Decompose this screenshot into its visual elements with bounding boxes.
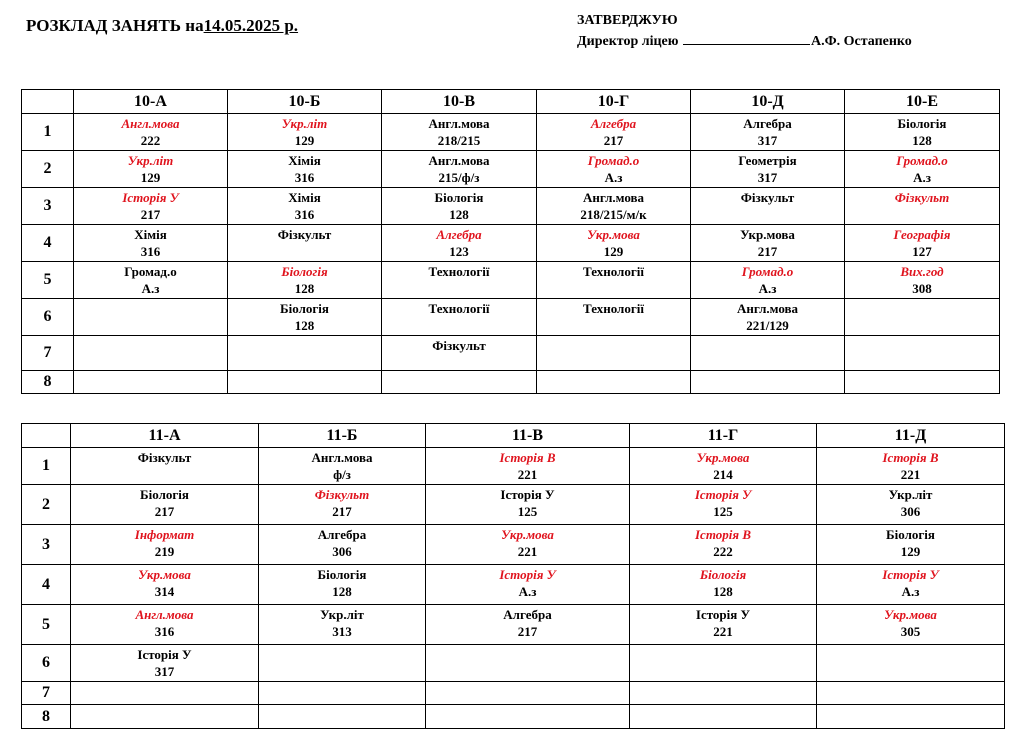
lesson-cell (630, 565, 817, 605)
room-number: 317 (757, 170, 778, 185)
lesson-cell (71, 682, 259, 705)
lesson-cell (630, 485, 817, 525)
class-header: 11-Г (630, 424, 817, 448)
lesson-cell (74, 262, 228, 299)
room-number: 317 (154, 664, 175, 679)
lesson-cell (817, 705, 1005, 729)
subject-name: Фізкульт (277, 227, 332, 242)
lesson-number: 8 (22, 705, 71, 729)
room-number: А.з (913, 170, 931, 185)
page-title (26, 16, 298, 36)
room-number: 316 (294, 207, 315, 222)
table-header-row (22, 90, 1000, 114)
lesson-cell (71, 565, 259, 605)
subject-name: Укр.літ (127, 153, 174, 168)
lesson-cell (630, 525, 817, 565)
lesson-row (22, 188, 1000, 225)
lesson-number: 6 (22, 645, 71, 682)
room-number: 218/215/м/к (580, 207, 647, 222)
room-number: 128 (294, 318, 315, 333)
subject-name: Громад.о (587, 153, 640, 168)
lesson-cell (259, 565, 426, 605)
room-number: 217 (603, 133, 624, 148)
class-header: 10-Б (228, 90, 382, 114)
lesson-cell (382, 262, 537, 299)
lesson-number: 3 (22, 188, 74, 225)
subject-name: Англ.мова (135, 607, 194, 622)
lesson-row (22, 151, 1000, 188)
lesson-cell (817, 448, 1005, 485)
room-number: 128 (713, 584, 733, 599)
lesson-cell (691, 262, 845, 299)
lesson-cell (537, 371, 691, 394)
lesson-cell (259, 682, 426, 705)
lesson-cell (817, 525, 1005, 565)
lesson-cell (537, 225, 691, 262)
subject-name: Фізкульт (432, 338, 486, 353)
subject-name: Громад.о (124, 264, 177, 279)
lesson-number: 4 (22, 565, 71, 605)
class-header: 11-Д (817, 424, 1005, 448)
room-number: А.з (518, 584, 537, 599)
subject-name: Хімія (288, 153, 321, 168)
lesson-cell (630, 645, 817, 682)
subject-name: Історія У (882, 567, 939, 582)
room-number: 215/ф/з (438, 170, 480, 185)
lesson-row (22, 682, 1005, 705)
room-number: 129 (900, 544, 921, 559)
lesson-number: 1 (22, 448, 71, 485)
class-header: 11-А (71, 424, 259, 448)
lesson-cell (817, 565, 1005, 605)
room-number: ф/з (333, 467, 351, 482)
lesson-number: 5 (22, 262, 74, 299)
room-number: 217 (332, 504, 352, 519)
lesson-row (22, 371, 1000, 394)
lesson-cell (228, 371, 382, 394)
subject-name: Геометрія (738, 153, 797, 168)
subject-name: Фізкульт (740, 190, 795, 205)
subject-name: Біологія (140, 487, 189, 502)
class-header: 10-Е (845, 90, 1000, 114)
lesson-row (22, 448, 1005, 485)
room-number: 217 (140, 207, 161, 222)
lesson-cell (630, 705, 817, 729)
subject-name: Англ.мова (428, 116, 490, 131)
subject-name: Укр.мова (884, 607, 937, 622)
lesson-cell (228, 114, 382, 151)
subject-name: Історія У (122, 190, 179, 205)
lesson-cell (691, 225, 845, 262)
lesson-cell (426, 448, 630, 485)
subject-name: Історія В (695, 527, 751, 542)
corner-cell (22, 90, 74, 114)
lesson-cell (537, 114, 691, 151)
director-signature-line (577, 31, 912, 52)
lesson-cell (228, 225, 382, 262)
subject-name: Географія (893, 227, 951, 242)
room-number: 221 (517, 467, 538, 482)
room-number: 217 (517, 624, 538, 639)
lesson-cell (259, 525, 426, 565)
room-number: 221/129 (746, 318, 789, 333)
lesson-cell (382, 188, 537, 225)
subject-name: Технології (428, 264, 490, 279)
room-number: 128 (912, 133, 932, 148)
room-number: 127 (912, 244, 932, 259)
lesson-number: 1 (22, 114, 74, 151)
lesson-cell (74, 225, 228, 262)
lesson-cell (228, 151, 382, 188)
lesson-cell (259, 605, 426, 645)
lesson-cell (228, 299, 382, 336)
subject-name: Укр.мова (587, 227, 640, 242)
class-header: 10-А (74, 90, 228, 114)
subject-name: Громад.о (741, 264, 794, 279)
lesson-number: 7 (22, 682, 71, 705)
lesson-cell (537, 188, 691, 225)
corner-cell (22, 424, 71, 448)
lesson-cell (74, 114, 228, 151)
room-number: 316 (140, 244, 161, 259)
room-number: А.з (604, 170, 623, 185)
lesson-cell (71, 525, 259, 565)
schedule-table-10 (21, 89, 1000, 394)
room-number: 219 (154, 544, 175, 559)
room-number: 222 (140, 133, 161, 148)
lesson-cell (71, 485, 259, 525)
lesson-cell (426, 605, 630, 645)
subject-name: Історія У (499, 567, 556, 582)
lesson-cell (259, 448, 426, 485)
class-header: 11-В (426, 424, 630, 448)
lesson-number: 8 (22, 371, 74, 394)
subject-name: Алгебра (743, 116, 792, 131)
room-number: 128 (294, 281, 315, 296)
subject-name: Англ.мова (311, 450, 373, 465)
lesson-cell (74, 371, 228, 394)
subject-name: Історія У (694, 487, 752, 502)
room-number: 308 (912, 281, 932, 296)
subject-name: Історія У (695, 607, 751, 622)
lesson-cell (845, 225, 1000, 262)
subject-name: Фізкульт (137, 450, 192, 465)
lesson-row (22, 114, 1000, 151)
lesson-row (22, 225, 1000, 262)
subject-name: Біологія (280, 301, 329, 316)
lesson-cell (537, 299, 691, 336)
lesson-cell (382, 114, 537, 151)
subject-name: Укр.літ (320, 607, 364, 622)
lesson-cell (259, 485, 426, 525)
subject-name: Укр.мова (696, 450, 750, 465)
subject-name: Біологія (699, 567, 747, 582)
subject-name: Укр.літ (281, 116, 328, 131)
room-number: А.з (141, 281, 160, 296)
lesson-cell (845, 151, 1000, 188)
lesson-cell (71, 605, 259, 645)
lesson-cell (259, 705, 426, 729)
approve-label: ЗАТВЕРДЖУЮ (577, 13, 678, 28)
lesson-cell (71, 705, 259, 729)
lesson-cell (74, 336, 228, 371)
subject-name: Технології (583, 301, 644, 316)
room-number: 214 (713, 467, 733, 482)
table-header-row (22, 424, 1005, 448)
lesson-cell (426, 485, 630, 525)
lesson-row (22, 565, 1005, 605)
subject-name: Хімія (288, 190, 321, 205)
schedule-date: 14.05.2025 р. (203, 16, 299, 35)
room-number: 129 (294, 133, 315, 148)
room-number: 128 (332, 584, 352, 599)
lesson-cell (426, 682, 630, 705)
lesson-row (22, 485, 1005, 525)
subject-name: Історія В (882, 450, 939, 465)
subject-name: Біологія (281, 264, 328, 279)
room-number: 306 (900, 504, 921, 519)
lesson-cell (691, 371, 845, 394)
lesson-cell (74, 299, 228, 336)
lesson-cell (426, 565, 630, 605)
lesson-cell (71, 448, 259, 485)
schedule-table-11 (21, 423, 1005, 729)
room-number: 221 (713, 624, 733, 639)
lesson-cell (630, 682, 817, 705)
subject-name: Алгебра (317, 527, 367, 542)
class-header: 10-Г (537, 90, 691, 114)
lesson-number: 2 (22, 485, 71, 525)
subject-name: Укр.мова (501, 527, 554, 542)
lesson-cell (845, 371, 1000, 394)
lesson-cell (691, 299, 845, 336)
subject-name: Англ.мова (736, 301, 799, 316)
room-number: 316 (294, 170, 315, 185)
director-name: А.Ф. Остапенко (810, 34, 912, 49)
room-number: 125 (713, 504, 733, 519)
room-number: 129 (140, 170, 161, 185)
room-number: 129 (603, 244, 624, 259)
lesson-cell (259, 645, 426, 682)
lesson-cell (817, 645, 1005, 682)
room-number: 313 (332, 624, 352, 639)
room-number: 217 (757, 244, 778, 259)
lesson-cell (817, 682, 1005, 705)
room-number: 222 (713, 544, 733, 559)
subject-name: Укр.мова (138, 567, 191, 582)
title-prefix: РОЗКЛАД ЗАНЯТЬ на (26, 16, 204, 35)
lesson-number: 5 (22, 605, 71, 645)
lesson-cell (845, 336, 1000, 371)
room-number: 316 (154, 624, 175, 639)
subject-name: Укр.мова (740, 227, 795, 242)
lesson-cell (691, 151, 845, 188)
subject-name: Біологія (317, 567, 367, 582)
lesson-number: 3 (22, 525, 71, 565)
class-header: 10-В (382, 90, 537, 114)
lesson-cell (845, 299, 1000, 336)
lesson-cell (537, 151, 691, 188)
lesson-cell (71, 645, 259, 682)
lesson-cell (382, 225, 537, 262)
room-number: 217 (154, 504, 175, 519)
subject-name: Інформат (134, 527, 195, 542)
room-number: 221 (900, 467, 921, 482)
subject-name: Історія У (500, 487, 555, 502)
lesson-cell (537, 336, 691, 371)
lesson-cell (382, 336, 537, 371)
subject-name: Історія У (137, 647, 192, 662)
lesson-cell (845, 262, 1000, 299)
lesson-cell (382, 299, 537, 336)
lesson-row (22, 645, 1005, 682)
subject-name: Технології (583, 264, 644, 279)
lesson-cell (382, 371, 537, 394)
subject-name: Історія В (499, 450, 556, 465)
room-number: 314 (154, 584, 175, 599)
lesson-cell (228, 262, 382, 299)
lesson-row (22, 299, 1000, 336)
subject-name: Англ.мова (121, 116, 180, 131)
lesson-cell (228, 336, 382, 371)
signature-underline (683, 31, 810, 45)
room-number: 221 (517, 544, 538, 559)
subject-name: Англ.мова (582, 190, 645, 205)
lesson-cell (74, 188, 228, 225)
lesson-cell (382, 151, 537, 188)
lesson-row (22, 705, 1005, 729)
subject-name: Укр.літ (888, 487, 933, 502)
subject-name: Алгебра (436, 227, 482, 242)
room-number: 317 (757, 133, 778, 148)
lesson-cell (845, 114, 1000, 151)
lesson-cell (426, 705, 630, 729)
lesson-cell (426, 645, 630, 682)
room-number: А.з (758, 281, 777, 296)
subject-name: Біологія (434, 190, 484, 205)
lesson-row (22, 336, 1000, 371)
lesson-number: 6 (22, 299, 74, 336)
lesson-cell (630, 448, 817, 485)
lesson-cell (817, 605, 1005, 645)
room-number: 128 (449, 207, 469, 222)
subject-name: Алгебра (503, 607, 552, 622)
lesson-row (22, 525, 1005, 565)
lesson-cell (817, 485, 1005, 525)
subject-name: Вих.год (900, 264, 944, 279)
subject-name: Англ.мова (428, 153, 490, 168)
lesson-cell (74, 151, 228, 188)
subject-name: Громад.о (896, 153, 948, 168)
room-number: А.з (901, 584, 920, 599)
class-header: 11-Б (259, 424, 426, 448)
subject-name: Алгебра (590, 116, 637, 131)
lesson-cell (691, 336, 845, 371)
room-number: 305 (900, 624, 921, 639)
room-number: 218/215 (437, 133, 481, 148)
lesson-cell (426, 525, 630, 565)
approval-block (577, 11, 912, 52)
lesson-row (22, 605, 1005, 645)
subject-name: Хімія (134, 227, 167, 242)
lesson-cell (537, 262, 691, 299)
room-number: 306 (332, 544, 352, 559)
lesson-row (22, 262, 1000, 299)
class-header: 10-Д (691, 90, 845, 114)
subject-name: Біологія (897, 116, 947, 131)
lesson-cell (630, 605, 817, 645)
lesson-number: 4 (22, 225, 74, 262)
lesson-cell (845, 188, 1000, 225)
lesson-cell (228, 188, 382, 225)
lesson-cell (691, 114, 845, 151)
room-number: 125 (517, 504, 538, 519)
director-label: Директор ліцею (577, 34, 679, 49)
lesson-cell (691, 188, 845, 225)
room-number: 123 (449, 244, 469, 259)
subject-name: Фізкульт (894, 190, 950, 205)
subject-name: Фізкульт (314, 487, 370, 502)
subject-name: Технології (428, 301, 490, 316)
subject-name: Біологія (886, 527, 935, 542)
lesson-number: 7 (22, 336, 74, 371)
lesson-number: 2 (22, 151, 74, 188)
